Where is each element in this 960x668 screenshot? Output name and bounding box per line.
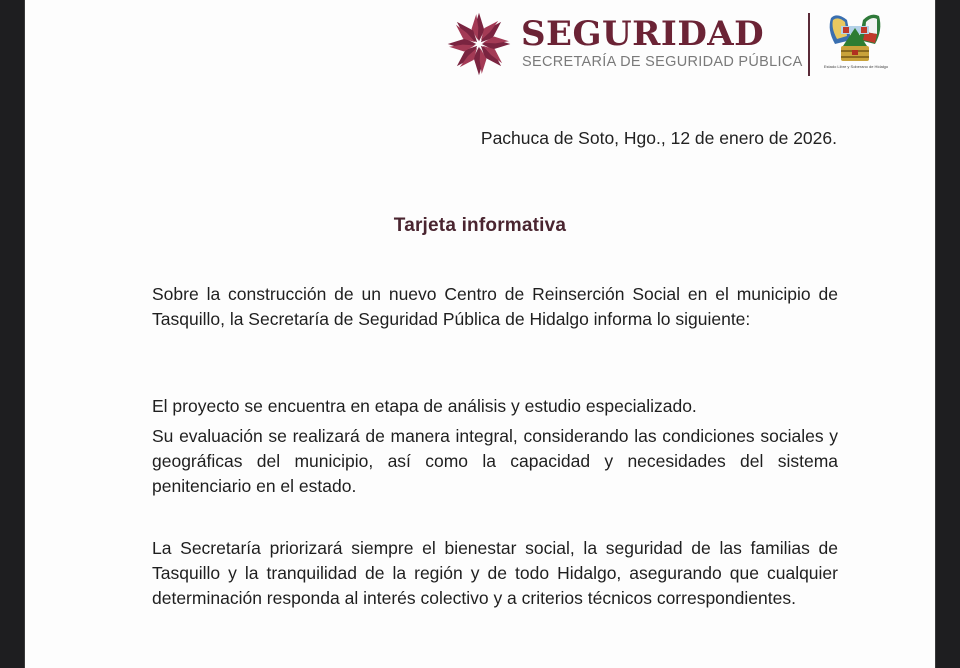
brand-subtitle: SECRETARÍA DE SEGURIDAD PÚBLICA [522, 54, 803, 70]
letterhead [25, 0, 935, 95]
header-divider [808, 13, 810, 76]
date-line: Pachuca de Soto, Hgo., 12 de enero de 2026. [480, 128, 837, 148]
hidalgo-coat-of-arms-icon [825, 10, 885, 65]
paragraph-evaluation: Su evaluación se realizará de manera integral, considerando las condiciones sociales y geográficas del municipio, así como la capacidad y necesidades del sistema penitenciario en el estado. [152, 426, 838, 496]
document-page [24, 0, 936, 668]
brand-wordmark: SEGURIDAD [521, 14, 765, 54]
paragraph-status: El proyecto se encuentra en etapa de análisis y estudio especializado. [152, 396, 697, 416]
paragraph-intro: Sobre la construcción de un nuevo Centro de Reinserción Social en el municipio de Tasquillo, la Secretaría de Seguridad Pública de Hidalgo informa lo siguiente: [152, 284, 838, 329]
paragraph-commitment: La Secretaría priorizará siempre el bienestar social, la seguridad de las familias de Tasquillo y la tranquilidad de la región y de todo Hidalgo, asegurando que cualquier determinación responda al interés colectivo y a criterios técnicos correspondientes. [152, 538, 838, 608]
document-title: Tarjeta informativa [393, 215, 567, 236]
crest-caption: Estado Libre y Soberano de Hidalgo [823, 64, 889, 69]
eight-point-star-icon [445, 10, 513, 78]
